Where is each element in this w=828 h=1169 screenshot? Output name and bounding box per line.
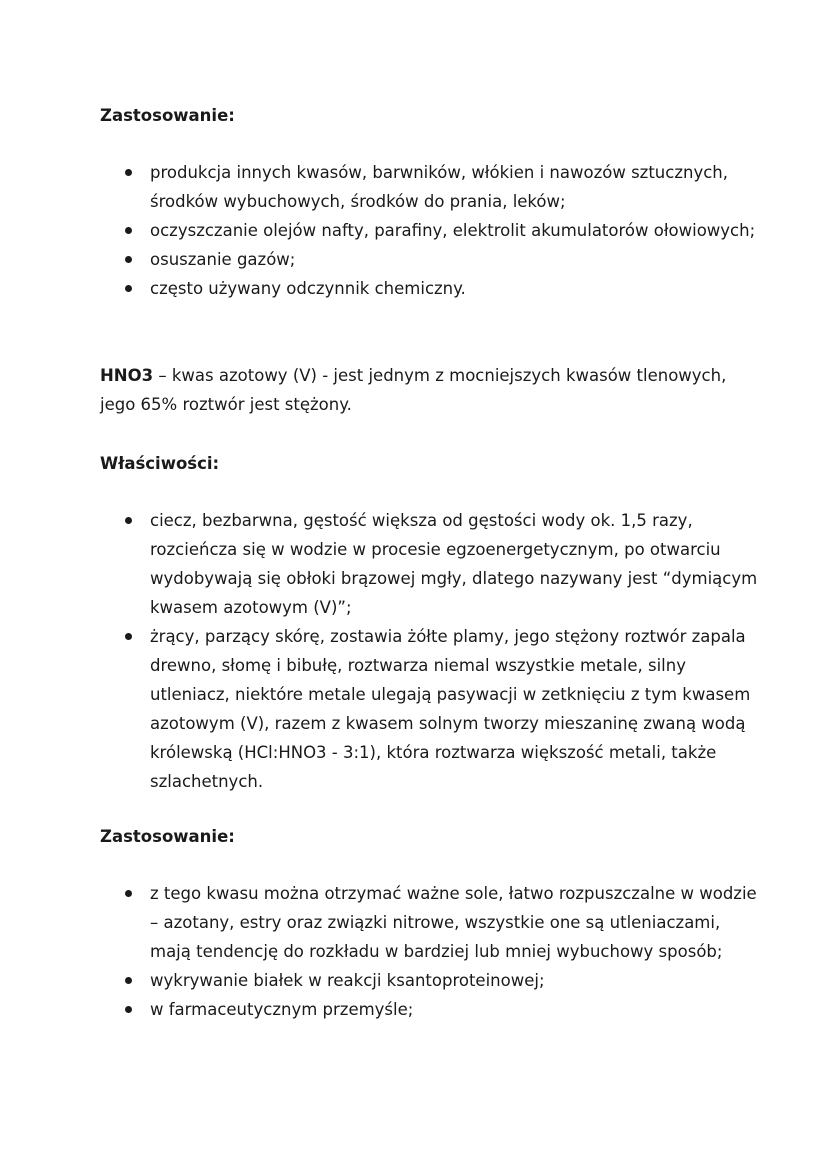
bullet-list-zastosowanie-2	[0, 879, 828, 1024]
list-item	[0, 966, 828, 995]
section-heading-zastosowanie-1: Zastosowanie:	[100, 106, 235, 125]
list-item-text: często używany odczynnik chemiczny.	[150, 279, 466, 298]
bullet-icon	[125, 227, 132, 234]
list-item-text: w farmaceutycznym przemyśle;	[150, 1000, 414, 1019]
list-item	[0, 995, 828, 1024]
bullet-list-wlasciwosci	[0, 506, 828, 796]
bullet-icon	[125, 633, 132, 640]
list-item-text: osuszanie gazów;	[150, 250, 296, 269]
bullet-icon	[125, 169, 132, 176]
bullet-icon	[125, 977, 132, 984]
bullet-list-zastosowanie-1	[0, 158, 828, 303]
list-item	[0, 506, 828, 622]
bullet-icon	[125, 890, 132, 897]
list-item	[0, 216, 828, 245]
list-item	[0, 245, 828, 274]
bullet-icon	[125, 256, 132, 263]
bullet-icon	[125, 285, 132, 292]
list-item	[0, 879, 828, 966]
hno3-intro-paragraph	[100, 361, 740, 419]
list-item	[0, 622, 828, 796]
list-item-text: wykrywanie białek w reakcji ksantoproteinowej;	[150, 971, 545, 990]
section-heading-zastosowanie-2: Zastosowanie:	[100, 827, 235, 846]
list-item-text: oczyszczanie olejów nafty, parafiny, elektrolit akumulatorów ołowiowych;	[150, 221, 756, 240]
bullet-icon	[125, 517, 132, 524]
intro-text: – kwas azotowy (V) - jest jednym z mocniejszych kwasów tlenowych, jego 65% roztwór jest stężony.	[100, 366, 727, 414]
list-item-text: żrący, parzący skórę, zostawia żółte plamy, jego stężony roztwór zapala drewno, słomę i bibułę, roztwarza niemal wszystkie metale, silny utleniacz, niektóre metale ulegają pasywacji w zetknięciu z tym kwasem azotowym (V), razem z kwasem solnym tworzy mieszaninę zwaną wodą królewską (HCl:HNO3 - 3:1), która roztwarza większość metali, także szlachetnych.	[150, 627, 751, 791]
list-item-text: produkcja innych kwasów, barwników, włókien i nawozów sztucznych, środków wybuchowych, środków do prania, leków;	[150, 163, 728, 211]
list-item	[0, 274, 828, 303]
list-item-text: ciecz, bezbarwna, gęstość większa od gęstości wody ok. 1,5 razy, rozcieńcza się w wodzie w procesie egzoenergetycznym, po otwarciu wydobywają się obłoki brązowej mgły, dlatego nazywany jest “dymiącym kwasem azotowym (V)”;	[150, 511, 758, 617]
list-item	[0, 158, 828, 216]
list-item-text: z tego kwasu można otrzymać ważne sole, łatwo rozpuszczalne w wodzie – azotany, estry oraz związki nitrowe, wszystkie one są utleniaczami, mają tendencję do rozkładu w bardziej lub mniej wybuchowy sposób;	[150, 884, 757, 961]
section-heading-wlasciwosci: Właściwości:	[100, 454, 220, 473]
formula-label: HNO3	[100, 366, 154, 385]
bullet-icon	[125, 1006, 132, 1013]
